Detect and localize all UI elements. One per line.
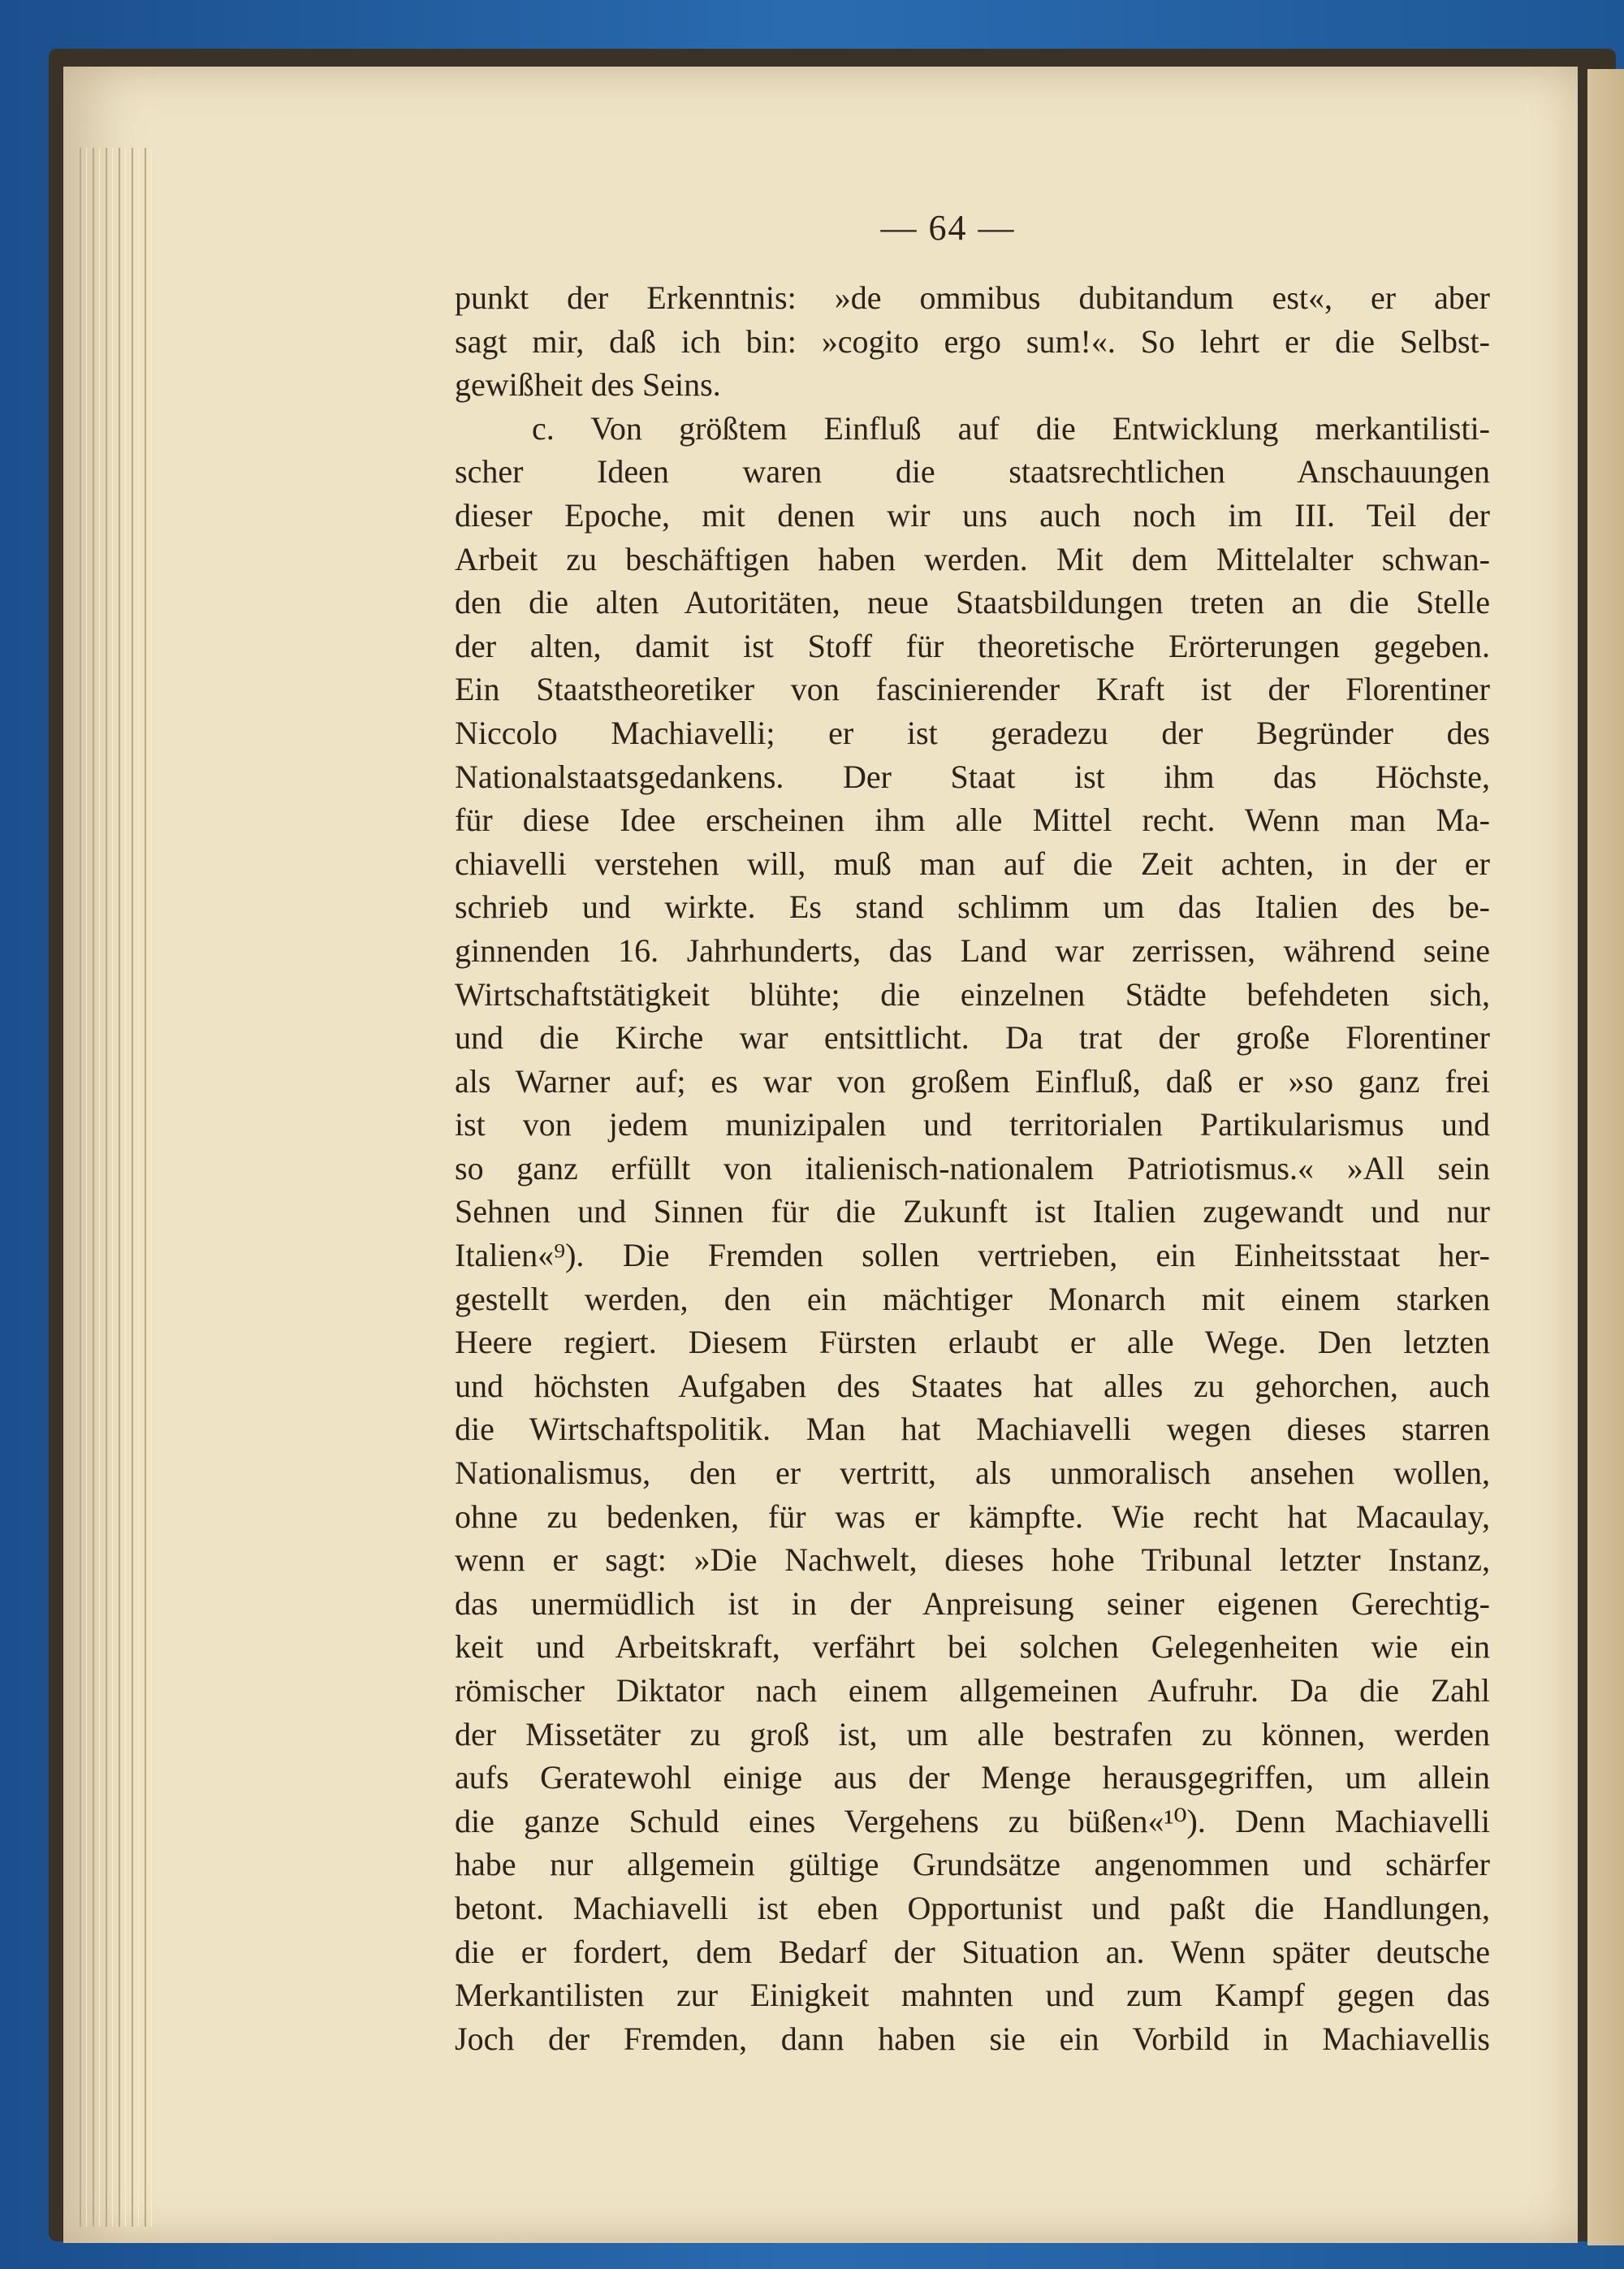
page-text-block [455, 207, 1490, 2060]
facing-page-edge [1587, 69, 1624, 2245]
text-line: betont. Machiavelli ist eben Opportunist und paßt die Handlungen, [455, 1889, 1490, 1926]
text-line: gewißheit des Seins. [455, 366, 721, 404]
text-line: Wirtschaftstätigkeit blühte; die einzelnen Städte befehdeten sich, [455, 975, 1490, 1013]
text-line: Nationalstaatsgedankens. Der Staat ist ihm das Höchste, [455, 758, 1490, 795]
text-line: Nationalismus, den er vertritt, als unmoralisch ansehen wollen, [455, 1454, 1490, 1492]
text-line: so ganz erfüllt von italienisch-nationalem Patriotismus.« »All sein [455, 1149, 1490, 1186]
text-line: punkt der Erkenntnis: »de ommibus dubitandum est«, er aber [455, 279, 1490, 316]
text-line: schrieb und wirkte. Es stand schlimm um das Italien des be- [455, 888, 1490, 926]
page-stack-edge [132, 148, 139, 2227]
text-line: die er fordert, dem Bedarf der Situation an. Wenn später deutsche [455, 1933, 1490, 1970]
text-line: römischer Diktator nach einem allgemeinen Aufruhr. Da die Zahl [455, 1672, 1490, 1709]
text-line: der alten, damit ist Stoff für theoretische Erörterungen gegeben. [455, 627, 1490, 664]
text-line: und die Kirche war entsittlicht. Da trat der große Florentiner [455, 1019, 1490, 1057]
text-line: ginnenden 16. Jahrhunderts, das Land war zerrissen, während seine [455, 931, 1490, 969]
text-line: für diese Idee erscheinen ihm alle Mittel recht. Wenn man Ma- [455, 802, 1490, 839]
text-line: scher Ideen waren die staatsrechtlichen Anschauungen [455, 453, 1490, 491]
text-line: und höchsten Aufgaben des Staates hat alles zu gehorchen, auch [455, 1367, 1490, 1404]
text-line: ohne zu bedenken, für was er kämpfte. Wie recht hat Macaulay, [455, 1498, 1490, 1535]
text-line: den die alten Autoritäten, neue Staatsbildungen treten an die Stelle [455, 584, 1490, 621]
text-line: Sehnen und Sinnen für die Zukunft ist Italien zugewandt und nur [455, 1193, 1490, 1230]
text-line: sagt mir, daß ich bin: »cogito ergo sum!«. So lehrt er die Selbst- [455, 322, 1490, 360]
text-line: Joch der Fremden, dann haben sie ein Vorbild in Machiavellis [455, 2020, 1490, 2057]
text-line: wenn er sagt: »Die Nachwelt, dieses hohe Tribunal letzter Instanz, [455, 1541, 1490, 1579]
text-line: c. Von größtem Einfluß auf die Entwicklung merkantilisti- [532, 409, 1490, 447]
text-line: die ganze Schuld eines Vergehens zu büßen«¹⁰). Denn Machiavelli [455, 1802, 1490, 1839]
text-line: Arbeit zu beschäftigen haben werden. Mit dem Mittelalter schwan- [455, 540, 1490, 577]
text-line: gestellt werden, den ein mächtiger Monarch mit einem starken [455, 1280, 1490, 1317]
page-stack-edge [93, 148, 100, 2227]
text-line: Merkantilisten zur Einigkeit mahnten und zum Kampf gegen das [455, 1977, 1490, 2014]
text-line: dieser Epoche, mit denen wir uns auch noch im III. Teil der [455, 496, 1490, 534]
page-stack-edge [106, 148, 113, 2227]
page-stack-edge [80, 148, 87, 2227]
page-stack-edge [145, 148, 152, 2227]
text-line: keit und Arbeitskraft, verfährt bei solchen Gelegenheiten wie ein [455, 1628, 1490, 1666]
text-line: als Warner auf; es war von großem Einfluß, daß er »so ganz frei [455, 1062, 1490, 1100]
text-line: aufs Geratewohl einige aus der Menge herausgegriffen, um allein [455, 1759, 1490, 1796]
text-line: ist von jedem munizipalen und territorialen Partikularismus und [455, 1106, 1490, 1143]
text-line: Niccolo Machiavelli; er ist geradezu der Begründer des [455, 714, 1490, 751]
page-stack-edge [119, 148, 126, 2227]
body-text [455, 276, 1490, 2060]
text-line: der Missetäter zu groß ist, um alle bestrafen zu können, werden [455, 1715, 1490, 1753]
text-line: chiavelli verstehen will, muß man auf die Zeit achten, in der er [455, 845, 1490, 882]
text-line: Ein Staatstheoretiker von fascinierender Kraft ist der Florentiner [455, 671, 1490, 708]
text-line: die Wirtschaftspolitik. Man hat Machiavelli wegen dieses starren [455, 1411, 1490, 1448]
text-line: das unermüdlich ist in der Anpreisung seiner eigenen Gerechtig- [455, 1584, 1490, 1622]
page-number: — 64 — [880, 208, 1016, 248]
text-line: Italien«⁹). Die Fremden sollen vertrieben, ein Einheitsstaat her- [455, 1237, 1490, 1274]
text-line: habe nur allgemein gültige Grundsätze angenommen und schärfer [455, 1846, 1490, 1883]
text-line: Heere regiert. Diesem Fürsten erlaubt er alle Wege. Den letzten [455, 1324, 1490, 1361]
